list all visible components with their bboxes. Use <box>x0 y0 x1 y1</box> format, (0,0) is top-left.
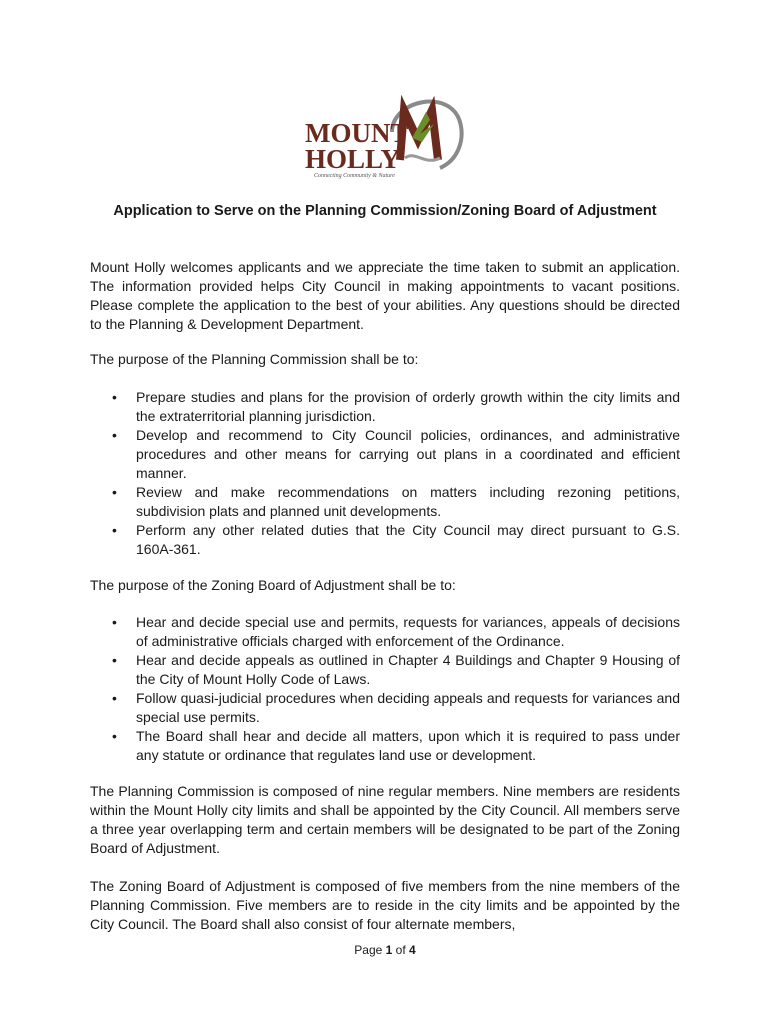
bullet-icon: • <box>112 614 117 630</box>
logo-holly-text: HOLLY <box>305 144 401 174</box>
document-title: Application to Serve on the Planning Commission/Zoning Board of Adjustment <box>113 203 657 219</box>
bullet-icon: • <box>112 389 117 405</box>
mount-holly-logo <box>300 90 470 182</box>
list-item: • Review and make recommendations on matters including rezoning petitions, subdivision plats and planned unit developments. <box>112 484 680 519</box>
intro-paragraph: Mount Holly welcomes applicants and we appreciate the time taken to submit an application. The information provided helps City Council in making appointments to vacant positions. Please complete the application to the best of your abilities. Any questions should be directed to the Planning & Development Department. <box>90 259 680 332</box>
planning-composition-paragraph: The Planning Commission is composed of nine regular members. Nine members are residents within the Mount Holly city limits and shall be appointed by the City Council. All members serve a three year overlapping term and certain members will be designated to be part of the Zoning Board of Adjustment. <box>90 783 680 856</box>
bullet-icon: • <box>112 652 117 668</box>
list-item: • The Board shall hear and decide all matters, upon which it is required to pass under any statute or ordinance that regulates land use or development. <box>112 728 680 763</box>
list-item: • Hear and decide special use and permits, requests for variances, appeals of decisions of administrative officials charged with enforcement of the Ordinance. <box>112 614 680 649</box>
list-item: • Follow quasi-judicial procedures when deciding appeals and requests for variances and special use permits. <box>112 690 680 725</box>
zoning-heading: The purpose of the Zoning Board of Adjustment shall be to: <box>90 577 456 593</box>
planning-purpose-list <box>90 388 680 559</box>
zoning-composition-paragraph: The Zoning Board of Adjustment is composed of five members from the nine members of the Planning Commission. Five members are to reside in the city limits and be appointed by the City Council. The Board shall also consist of four alternate members, <box>90 878 680 932</box>
bullet-icon: • <box>112 728 117 744</box>
list-item: • Prepare studies and plans for the provision of orderly growth within the city limits and the extraterritorial planning jurisdiction. <box>112 389 680 424</box>
page-footer <box>0 943 770 957</box>
of-word: of <box>395 943 406 957</box>
bullet-icon: • <box>112 690 117 706</box>
bullet-icon: • <box>112 484 117 500</box>
page-total: 4 <box>409 943 416 957</box>
list-item: • Perform any other related duties that the City Council may direct pursuant to G.S. 160A-361. <box>112 522 680 557</box>
bullet-icon: • <box>112 522 117 538</box>
page-number: 1 <box>385 943 393 957</box>
bullet-icon: • <box>112 427 117 443</box>
list-item: • Hear and decide appeals as outlined in Chapter 4 Buildings and Chapter 9 Housing of the City of Mount Holly Code of Laws. <box>112 652 680 687</box>
logo-tagline: Connecting Community & Nature <box>314 173 395 179</box>
zoning-purpose-list <box>90 613 680 765</box>
list-item: • Develop and recommend to City Council policies, ordinances, and administrative procedures and other means for carrying out plans in a coordinated and efficient manner. <box>112 427 680 481</box>
logo-mount-text: MOUNT <box>305 118 409 148</box>
page-word: Page <box>354 943 383 957</box>
planning-heading: The purpose of the Planning Commission shall be to: <box>90 351 419 367</box>
